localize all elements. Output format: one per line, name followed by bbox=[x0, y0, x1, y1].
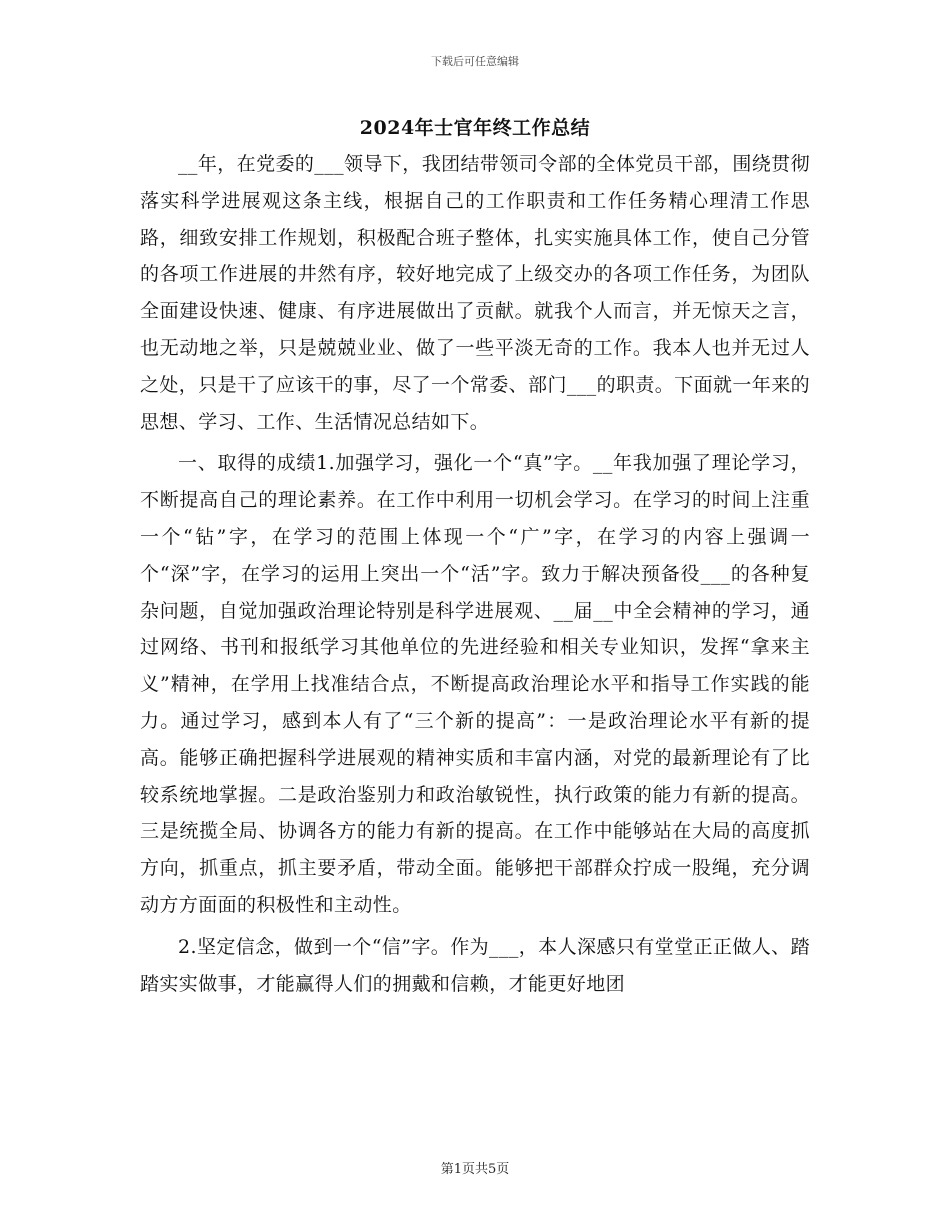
paragraph-intro: __年，在党委的___领导下，我团结带领司令部的全体党员干部，围绕贯彻落实科学进展观这条主线，根据自己的工作职责和工作任务精心理清工作思路，细致安排工作规划，积极配合班子整体，扎实实施具体工作，使自己分管的各项工作进展的井然有序，较好地完成了上级交办的各项工作任务，为团队全面建设快速、健康、有序进展做出了贡献。就我个人而言，并无惊天之言，也无动地之举，只是兢兢业业、做了一些平淡无奇的工作。我本人也并无过人之处，只是干了应该干的事，尽了一个常委、部门___的职责。下面就一年来的思想、学习、工作、生活情况总结如下。 bbox=[140, 153, 810, 433]
paragraph-belief: 2.坚定信念，做到一个“信”字。作为___，本人深感只有堂堂正正做人、踏踏实实做事，才能赢得人们的拥戴和信赖，才能更好地团 bbox=[140, 935, 810, 995]
document-title: 2024年士官年终工作总结 bbox=[359, 117, 591, 139]
page-footer-number: 第1页共5页 bbox=[440, 1162, 510, 1177]
page-header-note: 下载后可任意编辑 bbox=[431, 55, 519, 68]
document-body bbox=[140, 146, 810, 1007]
paragraph-achievements: 一、取得的成绩1.加强学习，强化一个“真”字。__年我加强了理论学习，不断提高自己的理论素养。在工作中利用一切机会学习。在学习的时间上注重一个“钻”字，在学习的范围上体现一个“广”字，在学习的内容上强调一个“深”字，在学习的运用上突出一个“活”字。致力于解决预备役___的各种复杂问题，自觉加强政治理论特别是科学进展观、__届__中全会精神的学习，通过网络、书刊和报纸学习其他单位的先进经验和相关专业知识，发挥“拿来主义”精神，在学用上找准结合点，不断提高政治理论水平和指导工作实践的能力。通过学习，感到本人有了“三个新的提高”：一是政治理论水平有新的提高。能够正确把握科学进展观的精神实质和丰富内涵，对党的最新理论有了比较系统地掌握。二是政治鉴别力和政治敏锐性，执行政策的能力有新的提高。三是统揽全局、协调各方的能力有新的提高。在工作中能够站在大局的高度抓方向，抓重点，抓主要矛盾，带动全面。能够把干部群众拧成一股绳，充分调动方方面面的积极性和主动性。 bbox=[140, 452, 810, 916]
